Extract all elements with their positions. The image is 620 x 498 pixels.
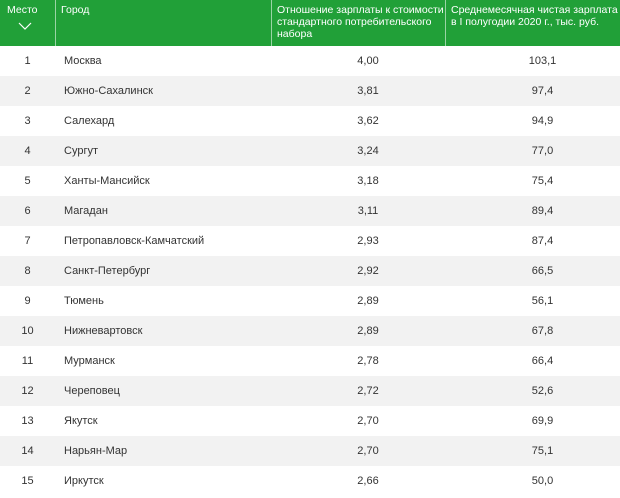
cell-salary: 87,4 — [531, 235, 554, 247]
cell-salary: 103,1 — [528, 55, 557, 67]
cell-city: Тюмень — [64, 295, 104, 307]
table-row — [0, 316, 620, 346]
column-header-ratio-label: Отношение зарплаты к стоимости стандартного потребительского набора — [277, 4, 444, 40]
cell-salary: 67,8 — [531, 325, 554, 337]
table-row — [0, 166, 620, 196]
cell-rank: 6 — [24, 205, 31, 217]
cell-salary: 75,4 — [531, 175, 554, 187]
column-header-salary-label: Среднемесячная чистая зарплата в I полугодии 2020 г., тыс. руб. — [451, 4, 618, 28]
cell-salary: 94,9 — [531, 115, 554, 127]
cell-ratio: 2,92 — [357, 265, 379, 277]
table-row — [0, 46, 620, 76]
cell-rank: 4 — [24, 145, 31, 157]
cell-salary: 52,6 — [531, 385, 554, 397]
cell-city: Нижневартовск — [64, 325, 143, 337]
column-header-rank-label: Место — [7, 4, 38, 16]
cell-salary: 50,0 — [531, 475, 554, 487]
table-row — [0, 106, 620, 136]
cell-ratio: 3,24 — [357, 145, 379, 157]
table-row — [0, 346, 620, 376]
table-body — [0, 46, 620, 496]
table-row — [0, 226, 620, 256]
cell-salary: 97,4 — [531, 85, 554, 97]
table-row — [0, 376, 620, 406]
cell-ratio: 2,70 — [357, 415, 379, 427]
table-row — [0, 406, 620, 436]
cell-city: Южно-Сахалинск — [64, 85, 153, 97]
cell-rank: 10 — [21, 325, 34, 337]
cell-rank: 1 — [24, 55, 31, 67]
cell-city: Санкт-Петербург — [64, 265, 151, 277]
cell-city: Магадан — [64, 205, 108, 217]
cell-ratio: 2,93 — [357, 235, 379, 247]
cell-ratio: 3,81 — [357, 85, 379, 97]
cell-salary: 66,5 — [531, 265, 554, 277]
cell-salary: 69,9 — [531, 415, 554, 427]
table-row — [0, 196, 620, 226]
cell-city: Якутск — [64, 415, 98, 427]
cell-ratio: 2,72 — [357, 385, 379, 397]
table-row — [0, 436, 620, 466]
column-header-ratio[interactable] — [271, 0, 445, 46]
cell-rank: 7 — [24, 235, 31, 247]
cell-ratio: 3,62 — [357, 115, 379, 127]
cell-rank: 9 — [24, 295, 31, 307]
table-row — [0, 136, 620, 166]
cell-rank: 8 — [24, 265, 31, 277]
column-header-city[interactable] — [55, 0, 271, 46]
cell-rank: 2 — [24, 85, 31, 97]
cell-salary: 56,1 — [531, 295, 554, 307]
cell-rank: 12 — [21, 385, 34, 397]
cell-ratio: 2,89 — [357, 325, 379, 337]
cell-rank: 11 — [21, 355, 34, 367]
cell-salary: 75,1 — [531, 445, 554, 457]
cell-ratio: 2,78 — [357, 355, 379, 367]
cell-city: Сургут — [64, 145, 98, 157]
cell-city: Череповец — [64, 385, 120, 397]
cell-city: Москва — [64, 55, 102, 67]
table-row — [0, 286, 620, 316]
cell-ratio: 2,89 — [357, 295, 379, 307]
column-header-salary[interactable] — [445, 0, 620, 46]
table-row — [0, 466, 620, 496]
cell-ratio: 3,18 — [357, 175, 379, 187]
cell-city: Нарьян-Мар — [64, 445, 128, 457]
cell-rank: 14 — [21, 445, 34, 457]
cell-ratio: 4,00 — [357, 55, 379, 67]
cell-city: Мурманск — [64, 355, 115, 367]
table-row — [0, 256, 620, 286]
cell-city: Ханты-Мансийск — [64, 175, 150, 187]
column-header-rank[interactable] — [0, 0, 55, 46]
cell-salary: 89,4 — [531, 205, 554, 217]
cell-rank: 5 — [24, 175, 31, 187]
cell-rank: 15 — [21, 475, 34, 487]
table-row — [0, 76, 620, 106]
cell-city: Петропавловск-Камчатский — [64, 235, 205, 247]
cell-salary: 66,4 — [531, 355, 554, 367]
cell-salary: 77,0 — [531, 145, 554, 157]
cell-ratio: 3,11 — [357, 205, 379, 217]
cell-ratio: 2,70 — [357, 445, 379, 457]
chevron-down-icon[interactable] — [18, 22, 32, 30]
column-header-city-label: Город — [61, 4, 90, 16]
cell-city: Салехард — [64, 115, 115, 127]
table-header — [0, 0, 620, 46]
cell-ratio: 2,66 — [357, 475, 379, 487]
cell-rank: 13 — [21, 415, 34, 427]
cell-city: Иркутск — [64, 475, 104, 487]
cell-rank: 3 — [24, 115, 31, 127]
